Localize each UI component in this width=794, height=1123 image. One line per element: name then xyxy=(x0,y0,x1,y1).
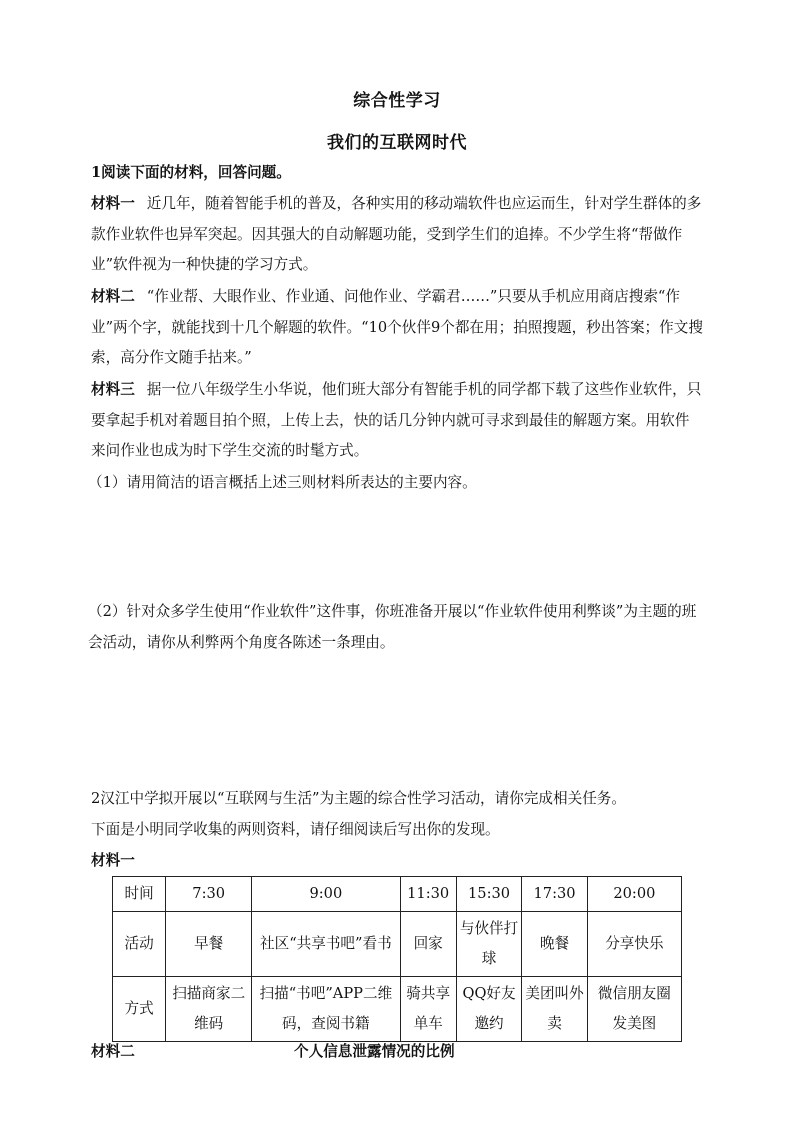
table-cell: 早餐 xyxy=(166,912,252,977)
table-cell: 17:30 xyxy=(522,877,587,912)
table-row-time xyxy=(113,877,682,912)
table-cell: 扫描“书吧”APP二维码，查阅书籍 xyxy=(252,977,400,1042)
table-cell: 分享快乐 xyxy=(587,912,681,977)
material-3-text: 据一位八年级学生小华说，他们班大部分有智能手机的同学都下载了这些作业软件，只要拿起手机对着题目拍个照，上传上去，快的话几分钟内就可寻求到最佳的解题方案。用软件来问作业也成为时下学生交流的时髦方式。 xyxy=(91,381,702,459)
table-cell: 骑共享单车 xyxy=(400,977,456,1042)
page-title: 综合性学习 xyxy=(353,91,441,111)
material-2-text: “作业帮、大眼作业、作业通、问他作业、学霸君……”只要从手机应用商店搜索“作业”两个字，就能找到十几个解题的软件。“10个伙伴9个都在用；拍照搜题，秒出答案；作文搜索，高分作文随手拈来。” xyxy=(91,288,703,366)
q1-material-2 xyxy=(91,282,703,374)
q1-subquestion-2: （2）针对众多学生使用“作业软件”这件事，你班准备开展以“作业软件使用利弊谈”为主题的班会活动，请你从利弊两个角度各陈述一条理由。 xyxy=(88,603,697,651)
q2-material-1-label: 材料一 xyxy=(91,852,135,869)
table-cell: QQ好友邀约 xyxy=(456,977,521,1042)
table-cell: 9:00 xyxy=(252,877,400,912)
page-subtitle: 我们的互联网时代 xyxy=(327,133,467,153)
q1-material-1 xyxy=(91,189,703,281)
table-cell: 15:30 xyxy=(456,877,521,912)
table-cell: 美团叫外卖 xyxy=(522,977,587,1042)
table-cell: 时间 xyxy=(113,877,166,912)
schedule-table xyxy=(112,876,682,1042)
table-cell: 晚餐 xyxy=(522,912,587,977)
material-1-text: 近几年，随着智能手机的普及，各种实用的移动端软件也应运而生，针对学生群体的多款作业软件也异军突起。因其强大的自动解题功能，受到学生们的追捧。不少学生将“帮做作业”软件视为一种快捷的学习方式。 xyxy=(91,195,702,273)
table-cell: 回家 xyxy=(400,912,456,977)
table-cell: 社区“共享书吧”看书 xyxy=(252,912,400,977)
material-3-label: 材料三 xyxy=(91,381,135,398)
table-cell: 与伙伴打球 xyxy=(456,912,521,977)
table-cell: 7:30 xyxy=(166,877,252,912)
table-cell: 11:30 xyxy=(400,877,456,912)
q1-heading: 1阅读下面的材料，回答问题。 xyxy=(91,164,291,181)
table-cell: 20:00 xyxy=(587,877,681,912)
q1-subquestion-1: （1）请用简洁的语言概括上述三则材料所表达的主要内容。 xyxy=(88,474,477,491)
table-cell: 扫描商家二维码 xyxy=(166,977,252,1042)
q2-line-2: 下面是小明同学收集的两则资料，请仔细阅读后写出你的发现。 xyxy=(91,821,500,838)
material-1-label: 材料一 xyxy=(91,195,135,212)
table-row-method xyxy=(113,977,682,1042)
material-2-label: 材料二 xyxy=(91,288,135,305)
q2-material-2 xyxy=(91,1040,703,1061)
table-cell: 微信朋友圈发美图 xyxy=(587,977,681,1042)
table-row-activity xyxy=(113,912,682,977)
table-cell: 方式 xyxy=(113,977,166,1042)
material-2b-label: 材料二 xyxy=(91,1043,135,1060)
table-cell: 活动 xyxy=(113,912,166,977)
q1-material-3 xyxy=(91,375,703,467)
material-2b-title: 个人信息泄露情况的比例 xyxy=(294,1043,455,1060)
q2-line-1: 2汉江中学拟开展以“互联网与生活”为主题的综合性学习活动，请你完成相关任务。 xyxy=(91,790,626,807)
